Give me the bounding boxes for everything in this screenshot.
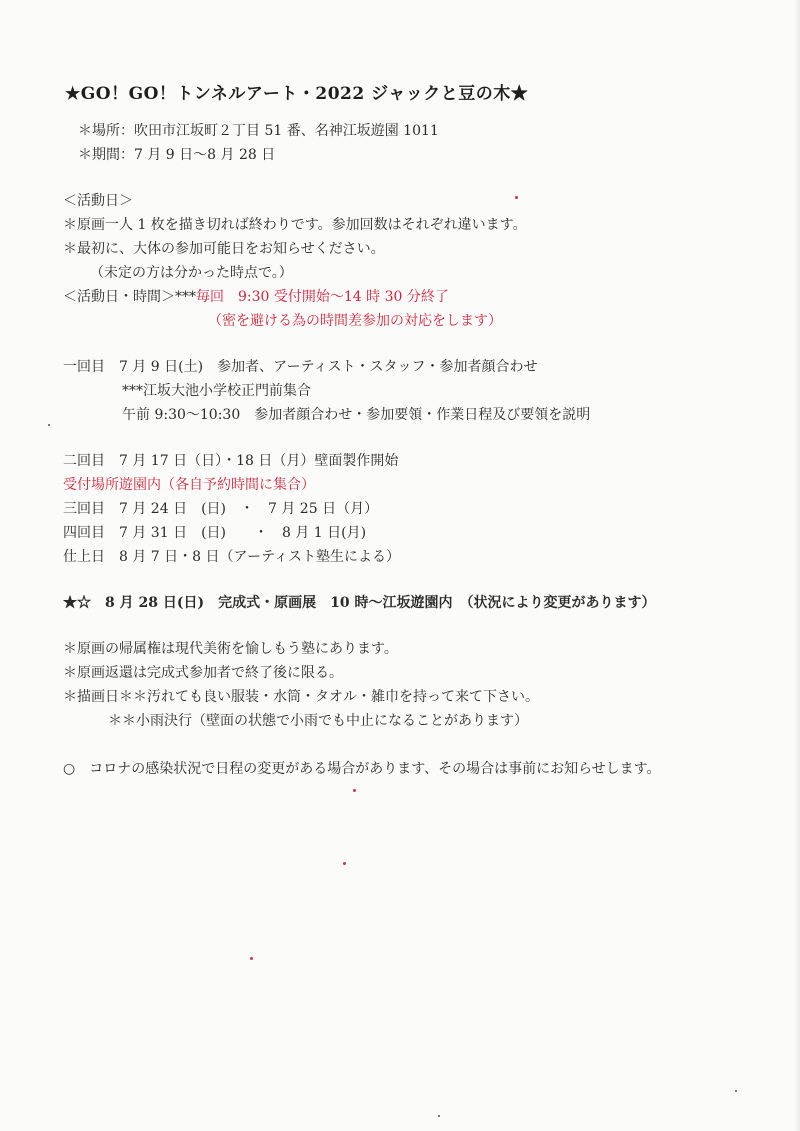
time-row: [63, 288, 449, 306]
session-2: 二回目 7 月 17 日（日）・18 日（月）壁面製作開始: [63, 453, 399, 469]
scan-speck: [48, 424, 50, 426]
activity-note-2: ＊最初に、大体の参加可能日をお知らせください。: [63, 241, 385, 257]
note-items: ＊描画日＊＊汚れても良い服装・水筒・タオル・雑巾を持って来て下さい。: [63, 689, 539, 705]
scan-edge-shadow: [794, 0, 800, 1131]
time-label: ＜活動日・時間＞***: [63, 289, 196, 305]
session-3: 三回目 7 月 24 日 (日) ・ 7 月 25 日（月）: [63, 501, 379, 517]
scan-speck: [515, 196, 518, 199]
ceremony-text: ★☆ 8 月 28 日(日) 完成式・原画展 10 時〜江坂遊園内 （状況により変更があります）: [63, 595, 656, 611]
location-text: ＊場所：吹田市江坂町２丁目 51 番、名神江坂遊園 1011: [78, 123, 439, 139]
note-rights: ＊原画の帰属権は現代美術を愉しもう塾にあります。: [63, 641, 398, 657]
scan-speck: [438, 1115, 440, 1117]
session-1: 一回目 7 月 9 日(土) 参加者、アーティスト・スタッフ・参加者顔合わせ: [63, 359, 538, 375]
note-rain: ＊＊小雨決行（壁面の状態で小雨でも中止になることがあります）: [108, 713, 528, 729]
session-1-schedule: 午前 9:30〜10:30 参加者顔合わせ・参加要領・作業日程及び要領を説明: [122, 407, 591, 423]
period-text: ＊期間：7 月 9 日〜8 月 28 日: [78, 147, 276, 163]
scan-speck: [353, 789, 356, 792]
finish-day: 仕上日 8 月 7 日・8 日（アーティスト塾生による）: [63, 549, 400, 565]
time-note: （密を避ける為の時間差参加の対応をします）: [208, 313, 502, 329]
scan-speck: [735, 1090, 737, 1092]
session-4: 四回目 7 月 31 日 (日) ・ 8 月 1 日(月): [63, 525, 367, 541]
scan-speck: [250, 957, 253, 960]
activity-note-3: （未定の方は分かった時点で。）: [90, 265, 293, 281]
page-title: ★GO！GO！トンネルアート・2022 ジャックと豆の木★: [65, 84, 529, 104]
note-return: ＊原画返還は完成式参加者で終了後に限る。: [63, 665, 343, 681]
activity-note-1: ＊原画一人 1 枚を描き切れば終わりです。参加回数はそれぞれ違います。: [63, 217, 527, 233]
reception-note: 受付場所遊園内（各自予約時間に集合）: [63, 477, 315, 493]
activity-heading: ＜活動日＞: [63, 193, 133, 209]
time-value: 毎回 9:30 受付開始〜14 時 30 分終了: [196, 289, 449, 305]
corona-notice: ○ コロナの感染状況で日程の変更がある場合があります、その場合は事前にお知らせします。: [63, 761, 661, 777]
session-1-meeting: ***江坂大池小学校正門前集合: [122, 383, 311, 399]
scan-speck: [343, 862, 346, 865]
